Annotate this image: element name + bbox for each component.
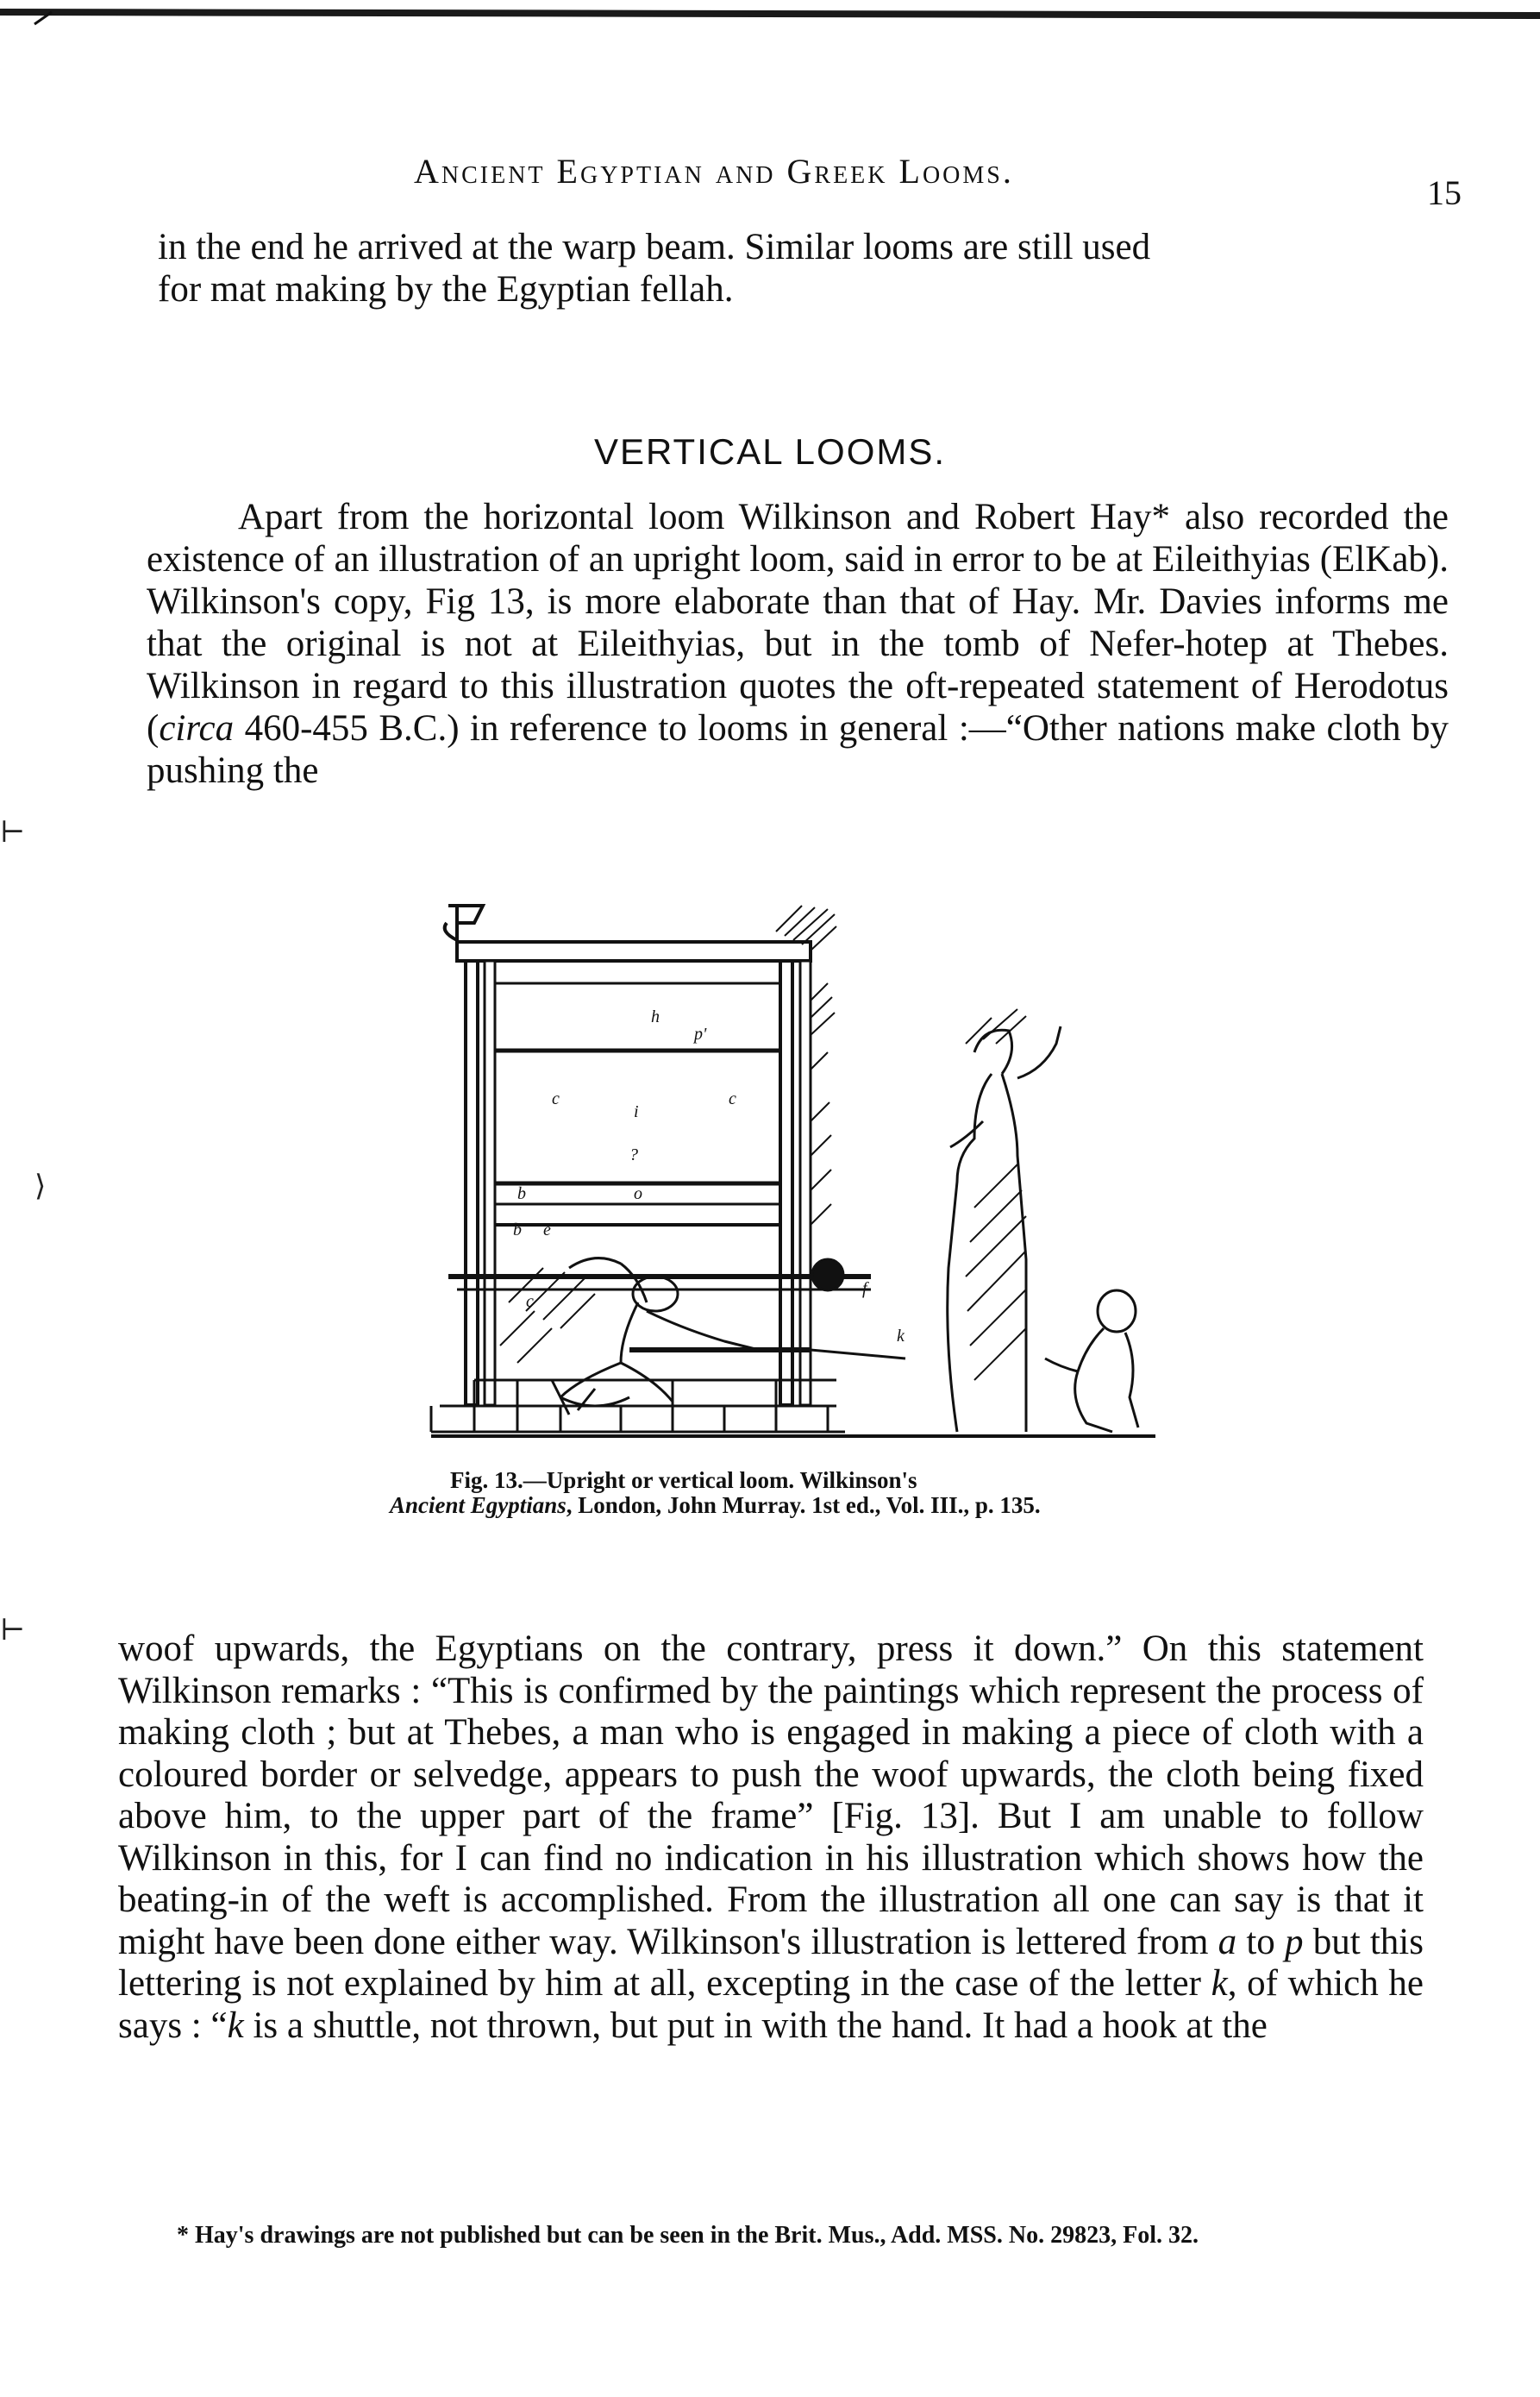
loom-top-beam bbox=[457, 942, 811, 961]
top-page-rule bbox=[0, 7, 1540, 28]
top-paragraph-line-1: in the end he arrived at the warp beam. Similar looms are still used bbox=[158, 227, 1151, 267]
section-heading: VERTICAL LOOMS. bbox=[593, 431, 947, 472]
figure-letter-c-right: c bbox=[729, 1089, 736, 1108]
letter-k: k bbox=[1211, 1963, 1228, 2004]
letter-p: p bbox=[1285, 1921, 1304, 1962]
figure-letter-b-lower: b bbox=[513, 1220, 522, 1239]
binding-tick-icon: ⊢ bbox=[0, 817, 26, 849]
binding-mark-icon: ⟩ bbox=[34, 1170, 47, 1202]
figure-letter-q: ? bbox=[629, 1145, 638, 1164]
loom-right-post bbox=[780, 961, 792, 1405]
running-head: Ancient Egyptian and Greek Looms. bbox=[414, 152, 1014, 191]
letter-k-quote: k bbox=[227, 2005, 244, 2046]
bottom-paragraph bbox=[118, 1628, 1424, 2047]
vertical-looms-circa: circa bbox=[159, 708, 235, 749]
letter-a: a bbox=[1218, 1921, 1237, 1962]
loom-top-scroll bbox=[445, 906, 483, 942]
figure-letter-h: h bbox=[651, 1007, 660, 1026]
crouching-figure bbox=[1045, 1290, 1138, 1432]
loom-left-post-inner bbox=[485, 961, 495, 1405]
bottom-text-c: , of which he says : “ bbox=[118, 1963, 1424, 2046]
page-number: 15 bbox=[1427, 173, 1462, 212]
footnote-text: * Hay's drawings are not published but can be seen in the Brit. Mus., Add. MSS. No. 29823, Fol. 32. bbox=[177, 2222, 1199, 2249]
loom-left-post bbox=[466, 961, 478, 1405]
figure-13-loom-illustration bbox=[423, 897, 1164, 1466]
figure-letter-c-left: c bbox=[552, 1089, 560, 1108]
figure-letter-i: i bbox=[634, 1102, 639, 1121]
footnote bbox=[116, 2224, 1410, 2248]
loom-right-post-inner bbox=[800, 961, 811, 1405]
standing-figure bbox=[948, 1026, 1061, 1432]
top-paragraph bbox=[158, 226, 1460, 311]
bottom-text-b: but this lettering is not explained by him at all, excepting in the case of the letter bbox=[118, 1921, 1424, 2004]
figure-letter-p: p' bbox=[694, 1025, 707, 1044]
vertical-looms-paragraph bbox=[147, 496, 1449, 792]
weaver-figure bbox=[552, 1258, 759, 1415]
figure-letter-k: k bbox=[897, 1327, 905, 1346]
caption-rest: , London, John Murray. 1st ed., Vol. III., p. 135. bbox=[566, 1492, 1041, 1518]
figure-letter-c-lower: c bbox=[526, 1292, 534, 1311]
figure-caption bbox=[390, 1468, 1171, 1518]
bottom-text-to: to bbox=[1236, 1921, 1285, 1962]
standing-figure-hatching bbox=[966, 1009, 1026, 1380]
caption-title: Ancient Egyptians bbox=[390, 1492, 567, 1518]
figure-letter-f: f bbox=[862, 1279, 867, 1298]
loom-shuttle-rod-2 bbox=[811, 1350, 905, 1359]
binding-tick-icon-2: ⊢ bbox=[0, 1615, 26, 1647]
figure-letter-b: b bbox=[517, 1184, 526, 1203]
figure-letter-o: o bbox=[634, 1184, 642, 1203]
caption-line-1: Fig. 13.—Upright or vertical loom. Wilkinson's bbox=[450, 1467, 917, 1493]
vertical-looms-text-a: Apart from the horizontal loom Wilkinson and Robert Hay* also recorded the existence of an illustration of an upright loom, said in error to be at Eileithyias (ElKab). Wilkinson's copy, Fig 13, is more elaborate than that of Hay. Mr. Davies informs me that the original is not at Eileithyias, but in the tomb of Nefer-hotep at Thebes. Wilkinson in regard to this illustration quotes the oft-repeated statement of Herodotus ( bbox=[147, 497, 1449, 749]
vertical-looms-text-b: 460-455 B.C.) in reference to looms in general :—“Other nations make cloth by pushing the bbox=[147, 708, 1449, 791]
bottom-text-a: woof upwards, the Egyptians on the contrary, press it down.” On this statement Wilkinson remarks : “This is confirmed by the paintings which represent the process of making cloth ; but at Thebes, a man who is engaged in making a piece of cloth with a coloured border or selvedge, appears to push the woof upwards, the cloth being fixed above him, to the upper part of the frame” [Fig. 13]. But I am unable to follow Wilkinson in this, for I can find no indication in his illustration which shows how the beating-in of the weft is accomplished. From the illustration all one can say is that it might have been done either way. Wilkinson's illustration is lettered from bbox=[118, 1628, 1424, 1962]
loom-spool bbox=[812, 1259, 843, 1290]
figure-letter-e: e bbox=[543, 1220, 551, 1239]
bottom-text-d: is a shuttle, not thrown, but put in with the hand. It had a hook at the bbox=[243, 2005, 1268, 2046]
top-paragraph-line-2: for mat making by the Egyptian fellah. bbox=[158, 269, 734, 310]
